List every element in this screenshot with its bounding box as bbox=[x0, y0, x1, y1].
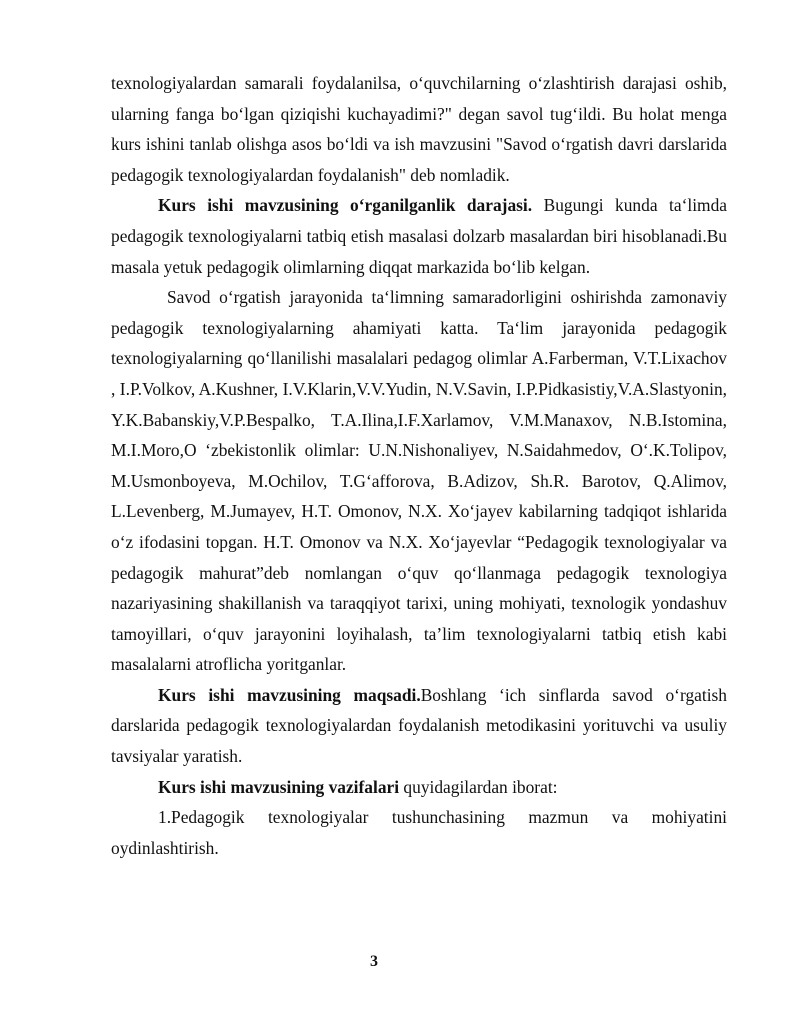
section-heading-tasks: Kurs ishi mavzusining vazifalari bbox=[158, 776, 400, 797]
paragraph-tasks bbox=[111, 772, 727, 803]
paragraph-goal bbox=[111, 680, 727, 772]
paragraph-scholars bbox=[111, 282, 727, 680]
document-page bbox=[111, 68, 727, 863]
section-heading-study-level: Kurs ishi mavzusining o‘rganilganlik darajasi. bbox=[158, 195, 533, 216]
paragraph-text: texnologiyalardan samarali foydalanilsa, o‘quvchilarning o‘zlashtirish darajasi oshib, ularning fanga bo‘lgan qiziqishi kuchayadimi?" degan savol tug‘ildi. Bu holat menga kurs ishini tanlab olishga asos bo‘ldi va ish mavzusini "Savod o‘rgatish davri darslarida pedagogik texnologiyalardan foydalanish" deb nomladik. bbox=[111, 73, 727, 185]
paragraph-text: Boshlang ‘ich sinflarda savod o‘rgatish darslarida pedagogik texnologiyalardan foydalanish metodikasini yorituvchi va usuliy tavsiyalar yaratish. bbox=[111, 684, 727, 767]
paragraph-text: quyidagilardan iborat: bbox=[399, 776, 558, 797]
paragraph-intro-continuation bbox=[111, 68, 727, 190]
paragraph-text: Bugungi kunda ta‘limda pedagogik texnologiyalarni tatbiq etish masalasi dolzarb masalardan biri hisoblanadi.Bu masala yetuk pedagogik olimlarning diqqat markazida bo‘lib kelgan. bbox=[111, 195, 727, 277]
paragraph-text: 1.Pedagogik texnologiyalar tushunchasining mazmun va mohiyatini oydinlashtirish. bbox=[111, 807, 727, 858]
paragraph-study-level bbox=[111, 190, 727, 282]
section-heading-goal: Kurs ishi mavzusining maqsadi. bbox=[158, 684, 421, 705]
paragraph-task-1 bbox=[111, 802, 727, 863]
page-number: 3 bbox=[370, 953, 378, 970]
paragraph-text: Savod o‘rgatish jarayonida ta‘limning samaradorligini oshirishda zamonaviy pedagogik texnologiyalarning ahamiyati katta. Ta‘lim jarayonida pedagogik texnologiyalarning qo‘llanilishi masalalari pedagog olimlar A.Farberman, V.T.Lixachov , I.P.Volkov, A.Kushner, I.V.Klarin,V.V.Yudin, N.V.Savin, I.P.Pidkasistiy,V.A.Slastyonin, Y.K.Babanskiy,V.P.Bespalko, T.A.Ilina,I.F.Xarlamov, V.M.Manaxov, N.B.Istomina, M.I.Moro,O ‘zbekistonlik olimlar: U.N.Nishonaliyev, N.Saidahmedov, O‘.K.Tolipov, M.Usmonboyeva, M.Ochilov, T.G‘afforova, B.Adizov, Sh.R. Barotov, Q.Alimov, L.Levenberg, M.Jumayev, H.T. Omonov, N.X. Xo‘jayev kabilarning tadqiqot ishlarida o‘z ifodasini topgan. H.T. Omonov va N.X. Xo‘jayevlar “Pedagogik texnologiyalar va pedagogik mahurat”deb nomlangan o‘quv qo‘llanmaga pedagogik texnologiya nazariyasining shakillanish va taraqqiyot tarixi, uning mohiyati, texnologik yondashuv tamoyillari, o‘quv jarayonini loyihalash, ta’lim texnologiyalarni tatbiq etish kabi masalalarni atroflicha yoritganlar. bbox=[111, 287, 727, 675]
